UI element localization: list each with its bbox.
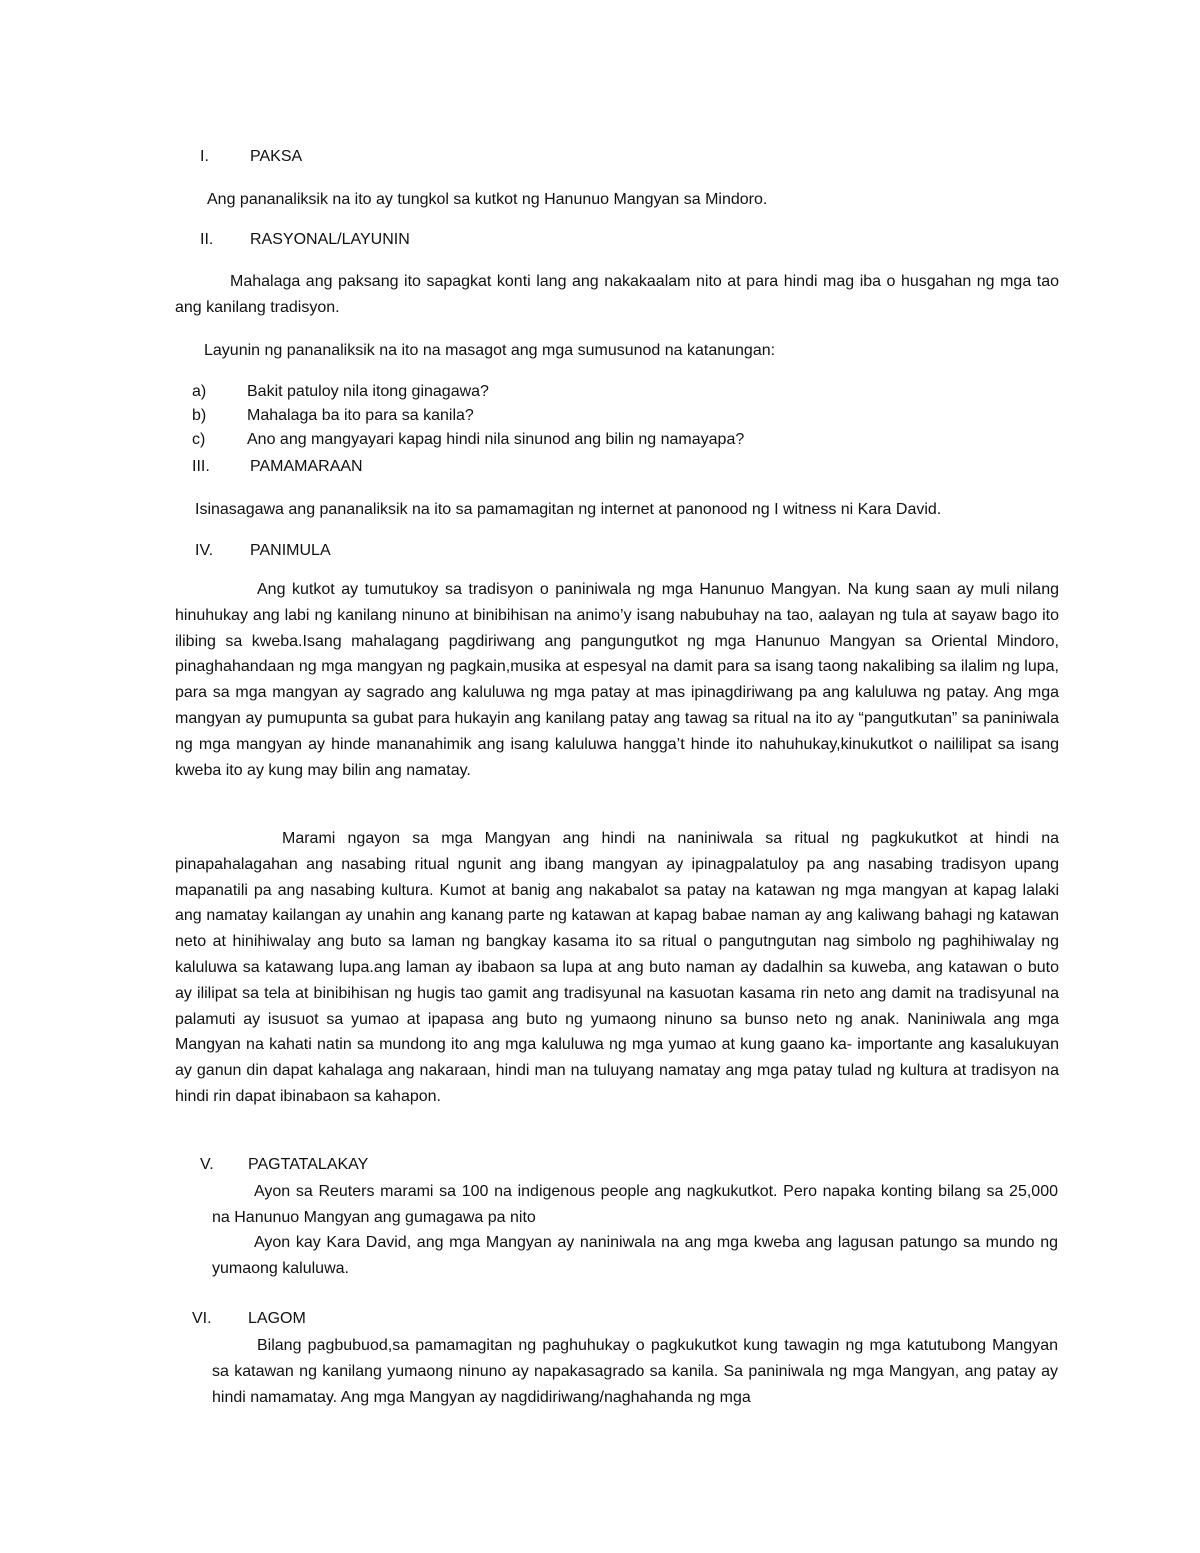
list-marker: a) [192, 383, 207, 400]
pagtatalakay-paragraph-1: Ayon sa Reuters marami sa 100 na indigenous people ang nagkukutkot. Pero napaka konting bilang sa 25,000 na Hanunuo Mangyan ang gumagawa pa nito [212, 1183, 1058, 1226]
section-number: IV. [195, 542, 214, 559]
section-title: LAGOM [248, 1310, 306, 1327]
rasyonal-text: Mahalaga ang paksang ito sapagkat konti lang ang nakakaalam nito at para hindi mag iba o husgahan ng mga tao ang kanilang tradisyon. [175, 273, 1059, 316]
section-title: PAGTATALAKAY [248, 1156, 369, 1173]
layunin-intro: Layunin ng pananaliksik na ito na masagot ang mga sumusunod na katanungan: [204, 342, 776, 359]
section-number: VI. [192, 1310, 212, 1327]
section-title: RASYONAL/LAYUNIN [250, 231, 410, 248]
section-number: III. [192, 458, 210, 475]
question-list [192, 380, 744, 452]
paksa-text: Ang pananaliksik na ito ay tungkol sa kutkot ng Hanunuo Mangyan sa Mindoro. [207, 191, 768, 208]
section-title: PAKSA [250, 148, 303, 165]
panimula-paragraph-2: Marami ngayon sa mga Mangyan ang hindi na naniniwala sa ritual ng pagkukutkot at hindi na pinapahalagahan ang nasabing ritual ngunit ang ibang mangyan ay ipinagpalatuloy pa ang nasabing tradisyon upang mapanatili pa ang nasabing kultura. Kumot at banig ang nakabalot sa patay na katawan ng mga mangyan at kapag lalaki ang namatay kailangan ay unahin ang kanang parte ng katawan at kapag babae naman ay ang kaliwang bahagi ng katawan neto at hinihiwalay ang buto sa laman ng bangkay kasama ito sa ritual o pangutngutan nag simbolo ng paghihiwalay ng kaluluwa sa katawang lupa.ang laman ay ibabaon sa lupa at ang buto naman ay dadalhin sa kuweba, ang katawan o buto ay ililipat sa tela at binibihisan ng hugis tao gamit ang tradisyunal na kasuotan kasama rin neto ang damit na tradisyunal na palamuti ay isusuot sa yumao at ipapasa ang buto ng yumaong ninuno sa bunso neto ng anak. Naniniwala ang mga Mangyan na kahati natin sa mundong ito ang mga kaluluwa ng mga yumao at kung gaano ka- importante ang kasalukuyan ay ganun din dapat kahalaga ang nakaraan, hindi man na tuluyang namatay ang mga patay tulad ng kultura at tradisyon na hindi rin dapat ibinabaon sa kahapon. [175, 830, 1059, 1105]
list-item [192, 404, 744, 428]
panimula-paragraph-1: Ang kutkot ay tumutukoy sa tradisyon o paniniwala ng mga Hanunuo Mangyan. Na kung saan ay muli nilang hinuhukay ang labi ng kanilang ninuno at binibihisan na animo’y isang nabubuhay na tao, aalayan ng tula at sayaw bago ito ilibing sa kweba.Isang mahalagang pagdiriwang ang pangungutkot ng mga Hanunuo Mangyan sa Oriental Mindoro, pinaghahandaan ng mga mangyan ng pagkain,musika at espesyal na damit para sa isang taong nakalibing sa ilalim ng lupa, para sa mga mangyan ay sagrado ang kaluluwa ng mga patay at mas ipinagdiriwang pa ang kaluluwa ng patay. Ang mga mangyan ay pumupunta sa gubat para hukayin ang kanilang patay ang tawag sa ritual na ito ay “pangutkutan” sa paniniwala ng mga mangyan ay hinde mananahimik ang isang kaluluwa hangga’t hinde ito nahuhukay,kinukutkot o naililipat sa isang kweba ito ay kung may bilin ang namatay. [175, 581, 1059, 779]
section-number: I. [200, 148, 209, 165]
list-marker: c) [192, 431, 206, 448]
section-title: PANIMULA [250, 542, 331, 559]
question-text: Mahalaga ba ito para sa kanila? [247, 407, 474, 424]
section-number: V. [200, 1156, 214, 1173]
list-item [192, 428, 744, 452]
question-text: Bakit patuloy nila itong ginagawa? [247, 383, 489, 400]
pamamaraan-text: Isinasagawa ang pananaliksik na ito sa pamamagitan ng internet at panonood ng I witness ni Kara David. [195, 501, 942, 518]
list-item [192, 380, 744, 404]
pagtatalakay-paragraph-2: Ayon kay Kara David, ang mga Mangyan ay naniniwala na ang mga kweba ang lagusan patungo sa mundo ng yumaong kaluluwa. [212, 1234, 1058, 1277]
section-number: II. [200, 231, 214, 248]
question-text: Ano ang mangyayari kapag hindi nila sinunod ang bilin ng namayapa? [247, 431, 745, 448]
list-marker: b) [192, 407, 207, 424]
lagom-text: Bilang pagbubuod,sa pamamagitan ng paghuhukay o pagkukutkot kung tawagin ng mga katutubong Mangyan sa katawan ng kanilang yumaong ninuno ay napakasagrado sa kanila. Sa paniniwala ng mga Mangyan, ang patay ay hindi namamatay. Ang mga Mangyan ay nagdidiriwang/naghahanda ng mga [212, 1337, 1058, 1406]
section-title: PAMAMARAAN [250, 458, 363, 475]
